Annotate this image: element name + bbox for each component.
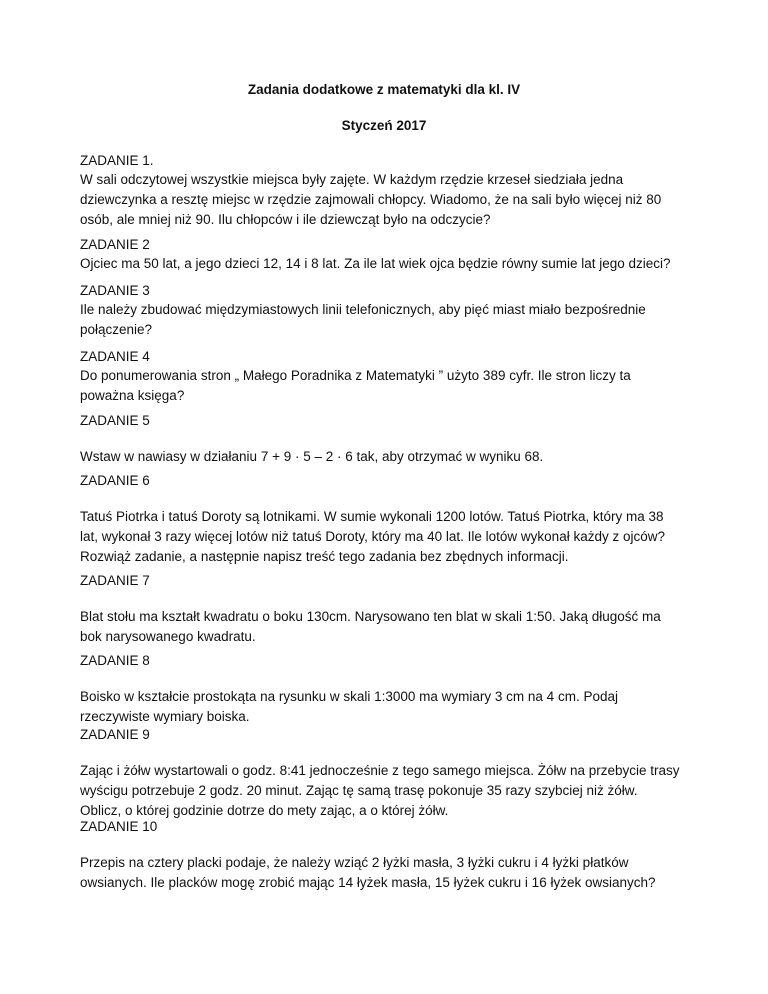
task-text: Tatuś Piotrka i tatuś Doroty są lotnikami. W sumie wykonali 1200 lotów. Tatuś Piotrka, który ma 38 lat, wykonał 3 razy więcej lotów niż tatuś Doroty, który ma 40 lat. Ile lotów wykonał każdy z ojców? Rozwiąż zadanie, a następnie napisz treść tego zadania bez zbędnych informacji. bbox=[80, 509, 665, 564]
task-text: Do ponumerowania stron „ Małego Poradnika z Matematyki ” użyto 389 cyfr. Ile stron liczy ta poważna księga? bbox=[80, 368, 631, 403]
task-label: ZADANIE 2 bbox=[80, 237, 150, 252]
task-label: ZADANIE 3 bbox=[80, 283, 150, 298]
task-text: Ojciec ma 50 lat, a jego dzieci 12, 14 i 8 lat. Za ile lat wiek ojca będzie równy sumie lat jego dzieci? bbox=[80, 256, 671, 271]
task-label: ZADANIE 6 bbox=[80, 473, 150, 488]
task-text: Wstaw w nawiasy w działaniu 7 + 9 · 5 – 2 · 6 tak, aby otrzymać w wyniku 68. bbox=[80, 449, 544, 464]
task-text: Blat stołu ma kształt kwadratu o boku 130cm. Narysowano ten blat w skali 1:50. Jaką długość ma bok narysowanego kwadratu. bbox=[80, 609, 661, 644]
task-text: W sali odczytowej wszystkie miejsca były zajęte. W każdym rzędzie krzeseł siedziała jedna dziewczynka a resztę miejsc w rzędzie zajmowali chłopcy. Wiadomo, że na sali było więcej niż 80 osób, ale mniej niż 90. Ilu chłopców i ile dziewcząt było na odczycie? bbox=[80, 172, 662, 227]
task-label: ZADANIE 7 bbox=[80, 573, 150, 588]
document-subtitle: Styczeń 2017 bbox=[341, 118, 427, 133]
task-7 bbox=[80, 572, 680, 647]
task-label: ZADANIE 1. bbox=[80, 153, 154, 168]
task-text: Boisko w kształcie prostokąta na rysunku w skali 1:3000 ma wymiary 3 cm na 4 cm. Podaj rzeczywiste wymiary boiska. bbox=[80, 689, 618, 724]
task-8 bbox=[80, 652, 680, 727]
document-title: Zadania dodatkowe z matematyki dla kl. IV bbox=[247, 82, 521, 97]
task-label: ZADANIE 8 bbox=[80, 653, 150, 668]
task-4 bbox=[80, 348, 680, 406]
task-text: Przepis na cztery placki podaje, że należy wziąć 2 łyżki masła, 3 łyżki cukru i 4 łyżki płatków owsianych. Ile placków mogę zrobić mając 14 łyżek masła, 15 łyżek cukru i 16 łyżek owsianych? bbox=[80, 855, 656, 890]
task-5 bbox=[80, 412, 680, 467]
task-10 bbox=[80, 818, 680, 893]
task-6 bbox=[80, 472, 680, 567]
task-3 bbox=[80, 282, 680, 340]
task-label: ZADANIE 10 bbox=[80, 819, 158, 834]
task-text: Zając i żółw wystartowali o godz. 8:41 jednocześnie z tego samego miejsca. Żółw na przebycie trasy wyścigu potrzebuje 2 godz. 20 minut. Zając tę samą trasę pokonuje 35 razy szybciej niż żółw. Oblicz, o której godzinie dotrze do mety zając, a o której żółw. bbox=[80, 763, 680, 818]
task-label: ZADANIE 4 bbox=[80, 349, 150, 364]
task-9 bbox=[80, 726, 680, 821]
task-label: ZADANIE 5 bbox=[80, 413, 150, 428]
task-1 bbox=[80, 152, 680, 230]
task-label: ZADANIE 9 bbox=[80, 727, 150, 742]
task-text: Ile należy zbudować międzymiastowych linii telefonicznych, aby pięć miast miało bezpośrednie połączenie? bbox=[80, 302, 646, 337]
task-2 bbox=[80, 236, 680, 274]
